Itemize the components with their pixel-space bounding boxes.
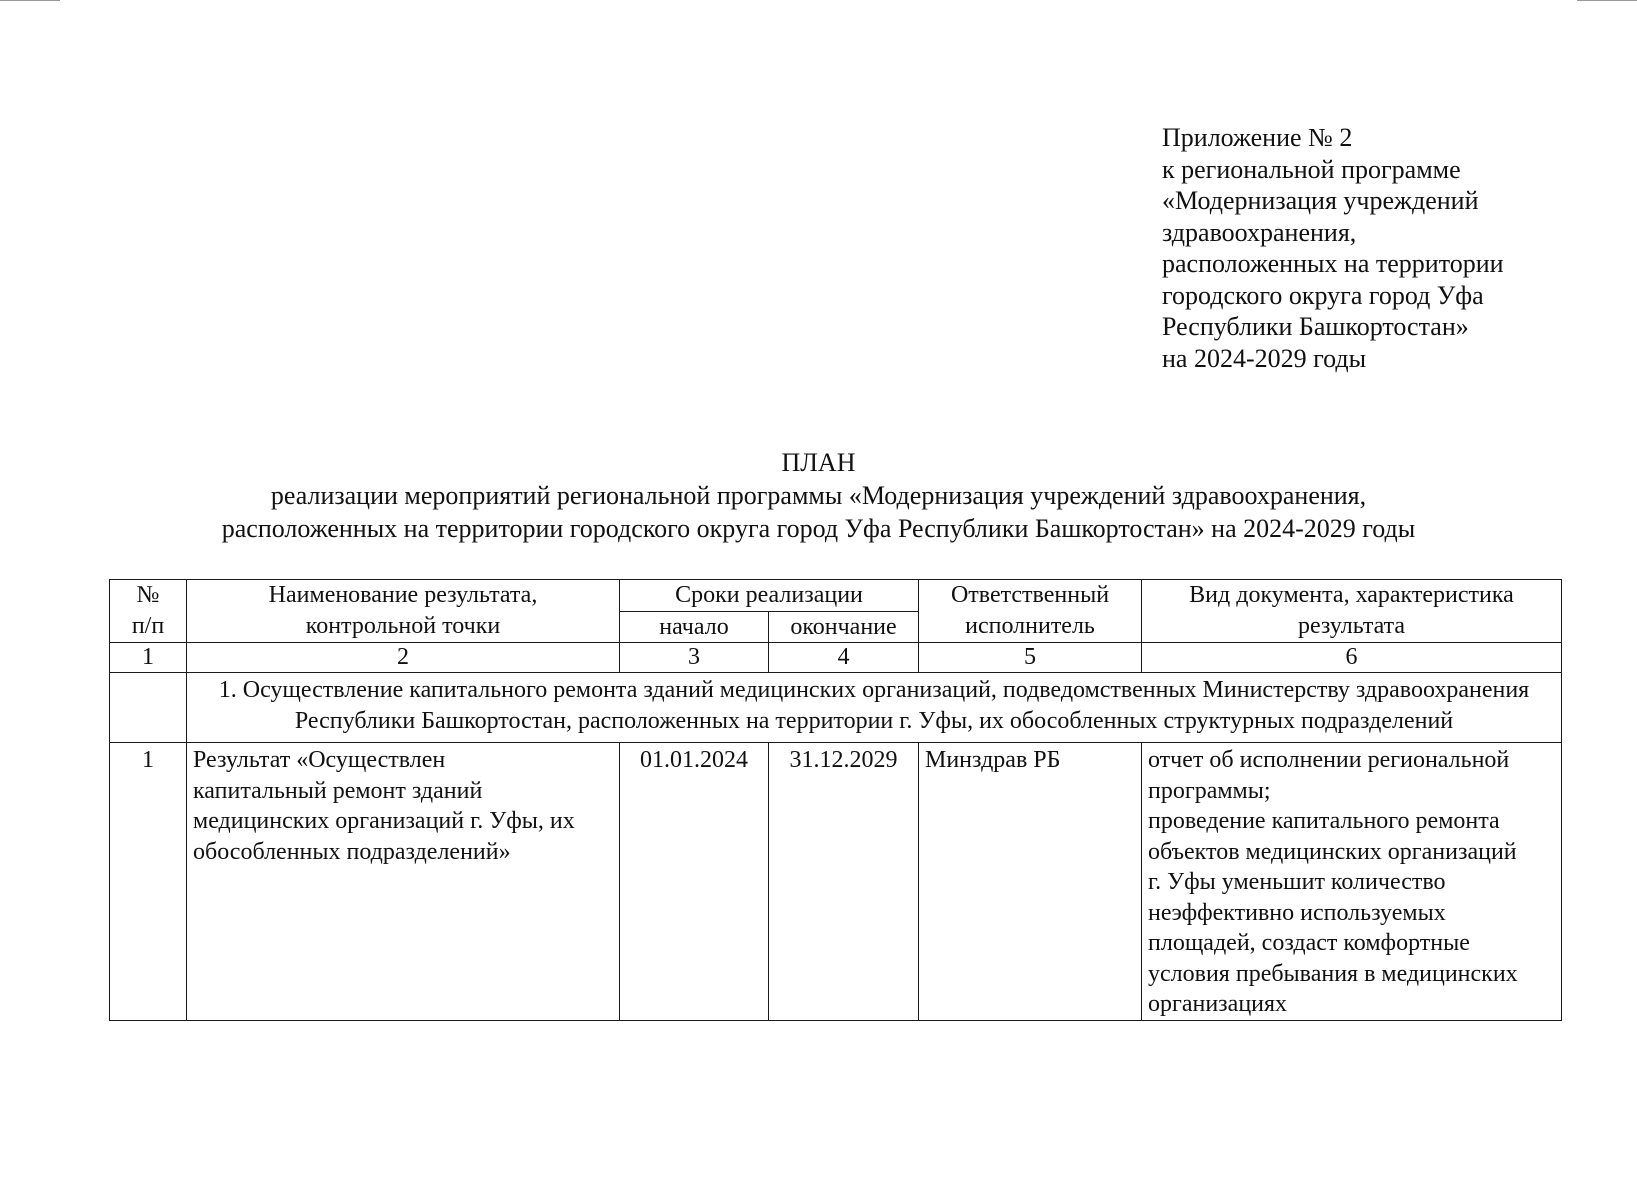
plan-title	[0, 446, 1637, 545]
appendix-line: Республики Башкортостан»	[1162, 312, 1469, 341]
column-number: 2	[187, 643, 620, 673]
header-document: Вид документа, характеристика результата	[1142, 580, 1562, 643]
appendix-line: городского округа город Уфа	[1162, 280, 1484, 310]
column-number: 4	[769, 643, 919, 673]
row-end-date: 31.12.2029	[769, 743, 919, 1021]
appendix-header	[1162, 122, 1504, 374]
row-result-name: Результат «Осуществлен капитальный ремонт зданий медицинских организаций г. Уфы, их обособленных подразделений»	[187, 743, 620, 1021]
appendix-line: на 2024-2029 годы	[1162, 343, 1367, 373]
appendix-line: здравоохранения,	[1162, 217, 1357, 247]
scan-edge-mark-top-left	[0, 0, 60, 1]
row-start-date: 01.01.2024	[620, 743, 769, 1021]
header-end: окончание	[769, 611, 919, 643]
table-row	[110, 743, 1562, 1021]
appendix-line: расположенных на территории	[1162, 249, 1504, 278]
appendix-line: «Модернизация учреждений	[1162, 186, 1479, 215]
column-number: 1	[110, 643, 187, 673]
header-start: начало	[620, 611, 769, 643]
column-number-row	[110, 643, 1562, 673]
section-num-cell	[110, 673, 187, 743]
row-num: 1	[110, 743, 187, 1021]
plan-heading: ПЛАН	[781, 448, 856, 477]
plan-table	[109, 579, 1562, 1021]
plan-subtitle-line-1: реализации мероприятий региональной программы «Модернизация учреждений здравоохранения,	[270, 481, 1367, 510]
header-num: № п/п	[110, 580, 187, 643]
row-executor: Минздрав РБ	[919, 743, 1142, 1021]
scan-edge-mark-top-right	[1577, 0, 1637, 1]
appendix-line: Приложение № 2	[1162, 123, 1353, 152]
column-number: 6	[1142, 643, 1562, 673]
section-row	[110, 673, 1562, 743]
row-document-description: отчет об исполнении региональной программы; проведение капитального ремонта объектов медицинских организаций г. Уфы уменьшит количество неэффективно используемых площадей, создаст комфортные условия пребывания в медицинских организациях	[1142, 743, 1562, 1021]
column-number: 5	[919, 643, 1142, 673]
appendix-line: к региональной программе	[1162, 154, 1461, 184]
section-title: 1. Осуществление капитального ремонта зданий медицинских организаций, подведомственных Министерству здравоохранения Республики Башкортостан, расположенных на территории г. Уфы, их обособленных структурных подразделений	[187, 673, 1562, 743]
table-header-row-1	[110, 580, 1562, 612]
header-period: Сроки реализации	[620, 580, 919, 612]
plan-subtitle-line-2: расположенных на территории городского округа город Уфа Республики Башкортостан» на 2024-2029 годы	[221, 514, 1416, 543]
header-name: Наименование результата, контрольной точки	[187, 580, 620, 643]
header-executor: Ответственный исполнитель	[919, 580, 1142, 643]
column-number: 3	[620, 643, 769, 673]
